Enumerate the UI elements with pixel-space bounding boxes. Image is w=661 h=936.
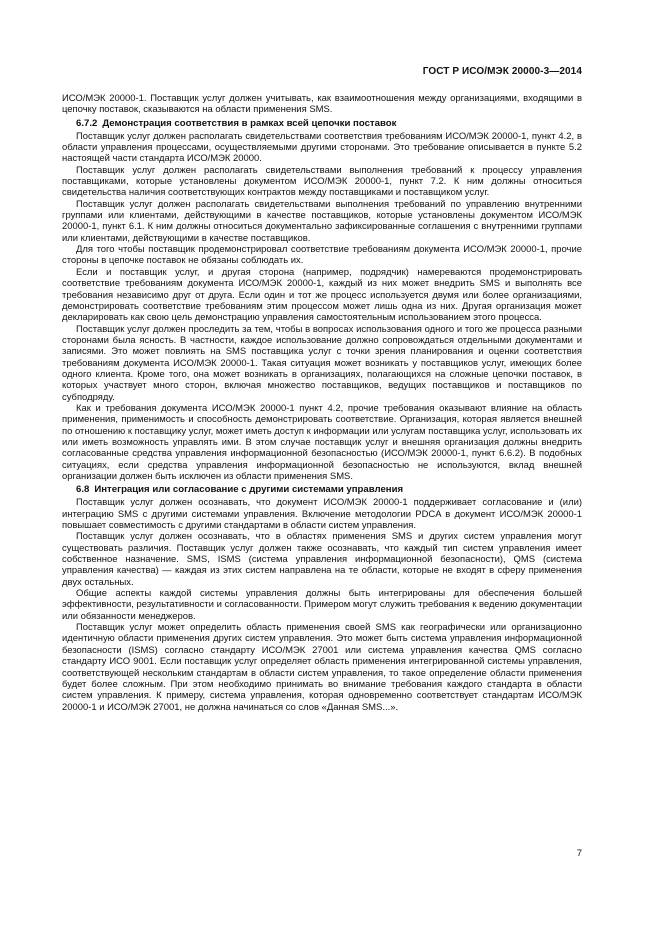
page-number: 7: [576, 848, 582, 859]
section-heading-6-7-2: [62, 118, 582, 130]
paragraph: Поставщик услуг должен располагать свидетельствами выполнения требований к процессу управления поставщиками, которые установлены документом ИСО/МЭК 20000-1, пункт 7.2. К ним должны относиться свидетельства наличия соответствующих контрактов между поставщиками и поставщиком услуг.: [62, 164, 582, 199]
paragraph: Поставщик услуг может определить область применения своей SMS как географически или организационно идентичную области применения других систем управления. Это может быть система управления информационной безопасности (ISMS) согласно стандарту ИСО/МЭК 27001 или система управления качества QMS согласно стандарту ИСО 9001. Если поставщик услуг определяет область применения интегрированной системы управления, соответствующей нескольким стандартам в области систем управления, то такое определение области применения будет более сложным. При этом необходимо принимать во внимание требования каждого стандарта в области систем управления. К примеру, система управления, которая одновременно соответствует стандартам ИСО/МЭК 20000-1 и ИСО/МЭК 27001, не должна начинаться со слов «Данная SMS...».: [62, 622, 582, 713]
paragraph: Для того чтобы поставщик продемонстрировал соответствие требованиям документа ИСО/МЭК 20000-1, прочие стороны в цепочке поставок не обязаны соблюдать их.: [62, 244, 582, 267]
section-title: Интеграция или согласование с другими системами управления: [94, 484, 404, 496]
section-title: Демонстрация соответствия в рамках всей цепочки поставок: [102, 117, 397, 129]
paragraph: Если и поставщик услуг, и другая сторона (например, подрядчик) намереваются продемонстрировать соответствие требованиям документа ИСО/МЭК 20000-1, каждый из них может внедрить SMS и выполнять все требования независимо друг от друга. Если один и тот же процесс используется двумя или более организациями, демонстрировать соответствие требованиям этим процессом может лишь одна из них. Другая организация может декларировать как свою цель демонстрацию управления самостоятельным использованием этого процесса.: [62, 266, 582, 324]
paragraph: Как и требования документа ИСО/МЭК 20000-1 пункт 4.2, прочие требования оказывают влияние на область применения, применимость и способность демонстрировать соответствие. Организация, которая является внешней по отношению к поставщику услуг, может иметь доступ к информации или услугам поставщика услуг, использовать их или иметь возможность управлять ими. В этом случае поставщик услуг и внешняя организация должны внедрить согласованные средства управления информационной безопасностью (ИСО/МЭК 20000-1, пункт 6.6.2). В подобных ситуациях, если средства управления информационной безопасностью не используются, вклад внешней организации должен быть исключен из области применения SMS.: [62, 402, 582, 482]
paragraph: Поставщик услуг должен располагать свидетельствами выполнения требований по управлению внутренними группами или клиентами, действующими в качестве поставщиков, которые установлены документом ИСО/МЭК 20000-1, пункт 6.1. К ним должны относиться документально зафиксированные соглашения с внутренними группами или клиентами, действующими в качестве поставщиков.: [62, 198, 582, 244]
paragraph: Общие аспекты каждой системы управления должны быть интегрированы для обеспечения большей эффективности, результативности и согласованности. Примером могут служить требования к ведению документации или обязанности менеджеров.: [62, 588, 582, 622]
paragraph: Поставщик услуг должен осознавать, что документ ИСО/МЭК 20000-1 поддерживает согласование и (или) интеграцию SMS с другими системами управления. Включение методологии PDCA в документ ИСО/МЭК 20000-1 повышает совместимость с другими стандартами в области систем управления.: [62, 497, 582, 532]
section-heading-6-8: [62, 484, 582, 496]
paragraph: Поставщик услуг должен проследить за тем, чтобы в вопросах использования одного и того же процесса разными сторонами была ясность. В частности, каждое использование должно сопровождаться отдельными документами и записями. Это может повлиять на SMS поставщика услуг с точки зрения планирования и оценки соответствия требованиям документа ИСО/МЭК 20000-1. Такая ситуация может возникать у поставщиков услуг, имеющих более одного клиента. Кроме того, она может возникать в организациях, полагающихся на сложные цепочки поставок, в которых участвует много сторон, включая множество поставщиков, ведущих поставщиков и поставщиков по субподряду.: [62, 323, 582, 403]
paragraph-continuation: ИСО/МЭК 20000-1. Поставщик услуг должен учитывать, как взаимоотношения между организациями, входящими в цепочку поставок, сказываются на области применения SMS.: [62, 93, 582, 116]
document-page: [62, 0, 582, 936]
paragraph: Поставщик услуг должен осознавать, что в областях применения SMS и других систем управления могут существовать различия. Поставщик услуг должен также осознавать, что каждый тип систем управления имеет собственное назначение. SMS, ISMS (система управления информационной безопасности), QMS (система управления качества) — каждая из этих систем направлена на те области, которые не входят в сферу применения двух остальных.: [62, 531, 582, 588]
paragraph: Поставщик услуг должен располагать свидетельствами соответствия требованиям ИСО/МЭК 20000-1, пункт 4.2, в области управления процессами, осуществляемыми другими сторонами. Это требование описывается в пункте 5.2 настоящей части стандарта ИСО/МЭК 20000.: [62, 130, 582, 165]
document-body: [62, 93, 582, 713]
document-header: ГОСТ Р ИСО/МЭК 20000-3—2014: [422, 66, 582, 77]
section-number: 6.8: [76, 484, 90, 496]
section-number: 6.7.2: [76, 117, 98, 129]
